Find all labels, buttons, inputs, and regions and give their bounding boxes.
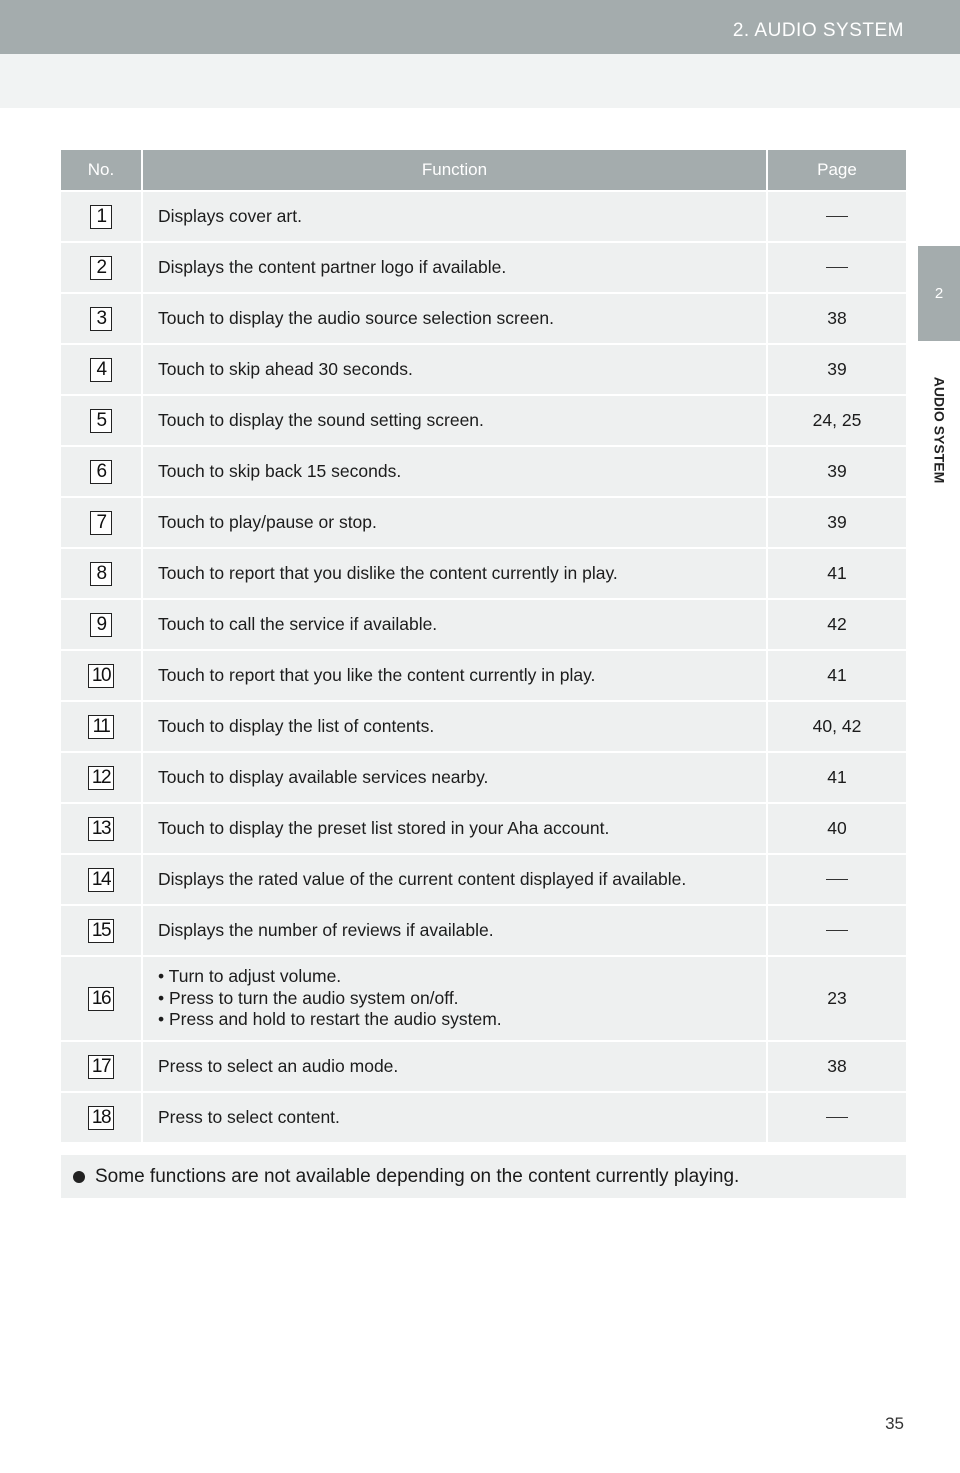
bullet-item: • Press and hold to restart the audio system. xyxy=(158,1009,502,1030)
table-row xyxy=(61,853,906,904)
page-cell: 41 xyxy=(827,767,847,787)
item-number: 10 xyxy=(88,664,114,688)
no-page-dash xyxy=(826,216,848,217)
table-row xyxy=(61,496,906,547)
table-row xyxy=(61,700,906,751)
no-page-dash xyxy=(826,879,848,880)
page-cell: 23 xyxy=(827,988,847,1008)
chapter-number: 2 xyxy=(934,285,944,302)
table-row xyxy=(61,1040,906,1091)
no-page-dash xyxy=(826,1117,848,1118)
function-cell: Displays the rated value of the current content displayed if available. xyxy=(143,855,768,904)
function-cell: Touch to display available services nearby. xyxy=(143,753,768,802)
table-row xyxy=(61,955,906,1040)
note-box xyxy=(61,1155,906,1198)
function-cell: Touch to display the list of contents. xyxy=(143,702,768,751)
table-row xyxy=(61,394,906,445)
item-number: 17 xyxy=(88,1055,114,1079)
table-row xyxy=(61,343,906,394)
item-number: 3 xyxy=(90,307,112,331)
page-cell: 41 xyxy=(827,665,847,685)
page-cell: 40, 42 xyxy=(812,716,862,736)
page-cell xyxy=(768,192,906,241)
item-number: 14 xyxy=(88,868,114,892)
function-cell: Displays cover art. xyxy=(143,192,768,241)
page-cell xyxy=(768,855,906,904)
function-cell: Touch to play/pause or stop. xyxy=(143,498,768,547)
no-page-dash xyxy=(826,930,848,931)
chapter-side-label xyxy=(918,350,960,510)
item-number: 9 xyxy=(90,613,112,637)
item-number: 16 xyxy=(88,987,114,1011)
note-text: Some functions are not available depending on the content currently playing. xyxy=(95,1165,740,1187)
function-cell: Displays the number of reviews if available. xyxy=(143,906,768,955)
no-page-dash xyxy=(826,267,848,268)
item-number: 7 xyxy=(90,511,112,535)
function-cell: Touch to display the preset list stored in your Aha account. xyxy=(143,804,768,853)
item-number: 15 xyxy=(88,919,114,943)
bullet-dot-icon xyxy=(73,1171,85,1183)
table-row xyxy=(61,751,906,802)
page-cell: 24, 25 xyxy=(812,410,862,430)
table-row xyxy=(61,904,906,955)
function-cell: Touch to display the audio source selection screen. xyxy=(143,294,768,343)
header-bar xyxy=(0,0,960,54)
item-number: 1 xyxy=(90,205,112,229)
function-table xyxy=(61,150,906,1142)
page-cell: 38 xyxy=(827,308,847,328)
table-header xyxy=(61,150,906,190)
function-cell: Press to select content. xyxy=(143,1093,768,1142)
function-cell: Touch to call the service if available. xyxy=(143,600,768,649)
header-no: No. xyxy=(61,150,143,190)
page-cell: 42 xyxy=(827,614,847,634)
page-cell xyxy=(768,243,906,292)
item-number: 8 xyxy=(90,562,112,586)
function-cell: Press to select an audio mode. xyxy=(143,1042,768,1091)
table-row xyxy=(61,190,906,241)
function-cell: Touch to skip back 15 seconds. xyxy=(143,447,768,496)
table-row xyxy=(61,445,906,496)
page-number: 35 xyxy=(885,1414,904,1433)
bullet-list xyxy=(158,966,502,1031)
table-row xyxy=(61,598,906,649)
function-cell: Touch to skip ahead 30 seconds. xyxy=(143,345,768,394)
bullet-item: • Turn to adjust volume. xyxy=(158,966,342,987)
chapter-tab xyxy=(918,246,960,341)
item-number: 6 xyxy=(90,460,112,484)
function-cell: Touch to report that you dislike the content currently in play. xyxy=(143,549,768,598)
function-cell: Displays the content partner logo if available. xyxy=(143,243,768,292)
header-page: Page xyxy=(817,160,857,179)
table-row xyxy=(61,1091,906,1142)
page-cell: 39 xyxy=(827,512,847,532)
page-cell: 39 xyxy=(827,359,847,379)
table-row xyxy=(61,547,906,598)
item-number: 13 xyxy=(88,817,114,841)
header-function: Function xyxy=(143,150,768,190)
section-title: 2. AUDIO SYSTEM xyxy=(732,20,904,41)
page-cell: 39 xyxy=(827,461,847,481)
item-number: 12 xyxy=(88,766,114,790)
function-cell xyxy=(143,957,768,1040)
page-cell: 41 xyxy=(827,563,847,583)
page-cell xyxy=(768,1093,906,1142)
chapter-label: AUDIO SYSTEM xyxy=(931,376,948,484)
table-row xyxy=(61,649,906,700)
page-cell xyxy=(768,906,906,955)
page-cell: 40 xyxy=(827,818,847,838)
item-number: 5 xyxy=(90,409,112,433)
item-number: 11 xyxy=(88,715,114,739)
page-cell: 38 xyxy=(827,1056,847,1076)
item-number: 18 xyxy=(88,1106,114,1130)
function-cell: Touch to display the sound setting screen. xyxy=(143,396,768,445)
function-cell: Touch to report that you like the content currently in play. xyxy=(143,651,768,700)
bullet-item: • Press to turn the audio system on/off. xyxy=(158,987,459,1008)
table-row xyxy=(61,241,906,292)
item-number: 4 xyxy=(90,358,112,382)
table-row xyxy=(61,292,906,343)
table-row xyxy=(61,802,906,853)
item-number: 2 xyxy=(90,256,112,280)
